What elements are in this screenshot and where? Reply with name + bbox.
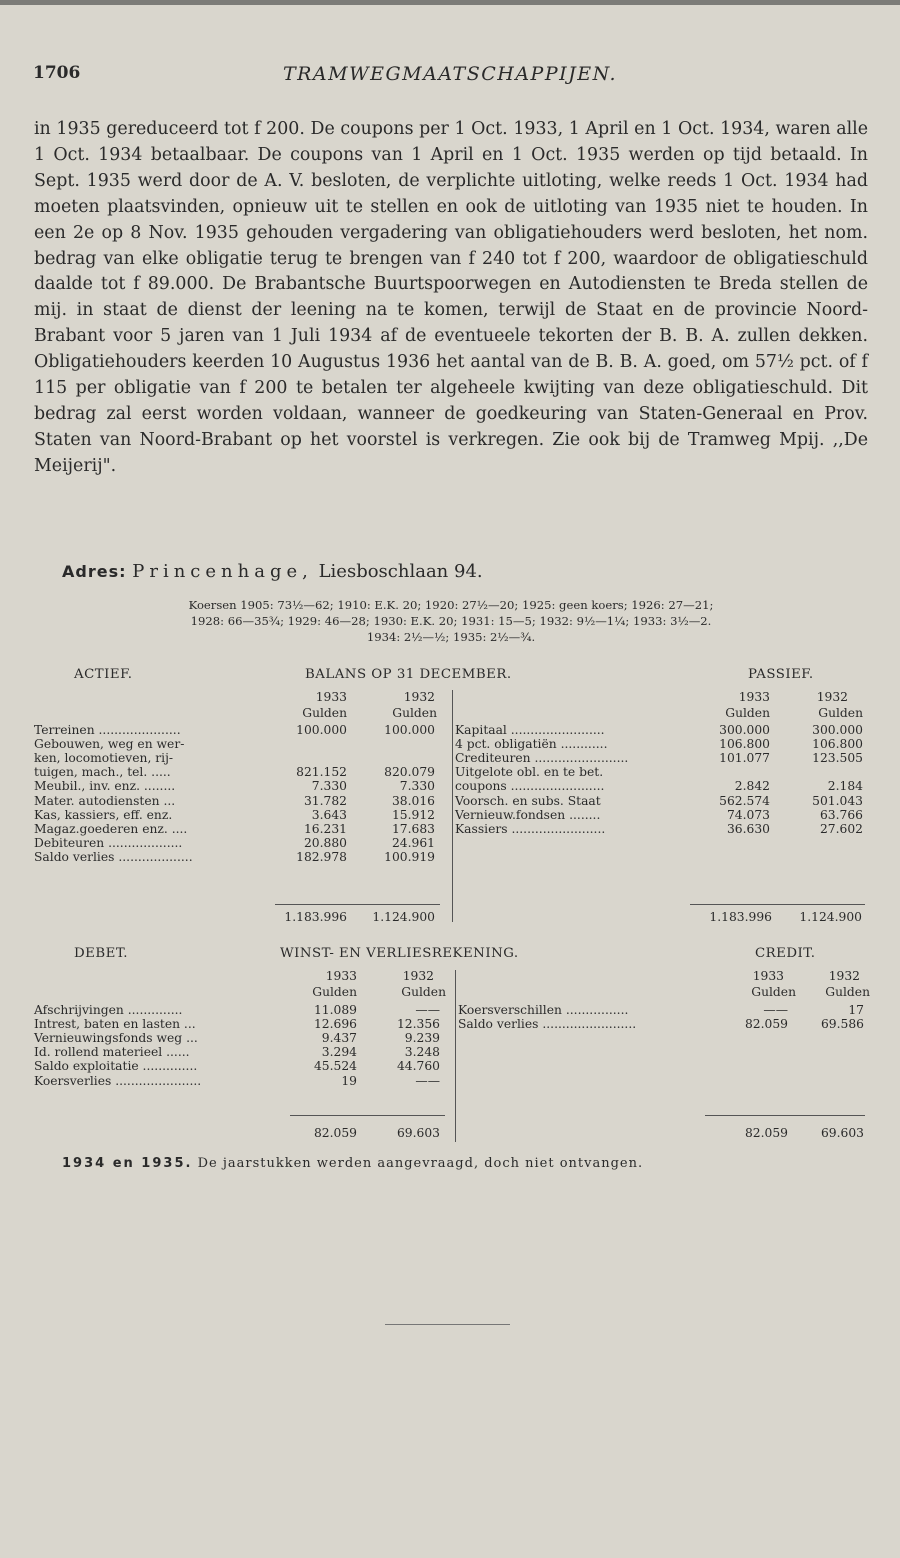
unit-header: Gulden <box>725 706 770 720</box>
koersen-line: 1934: 2½—½; 1935: 2½—¾. <box>366 630 536 644</box>
row-label: Afschrijvingen .............. <box>34 1003 183 1017</box>
winst-divider <box>455 970 456 1142</box>
debet-totals <box>275 1127 450 1141</box>
row-value-1933: 31.782 <box>303 793 347 808</box>
unit-header: Gulden <box>751 985 796 999</box>
page-number: 1706 <box>33 63 81 83</box>
credit-heading: CREDIT. <box>755 946 816 961</box>
total-value: 82.059 <box>313 1126 357 1140</box>
row-value-1933: 19 <box>341 1073 357 1088</box>
row-value-1933: 36.630 <box>726 821 770 836</box>
row-value-1932: 2.184 <box>827 779 863 794</box>
row-value-1932: 123.505 <box>812 751 863 766</box>
unit-header: Gulden <box>312 985 357 999</box>
row-value-1932: 69.586 <box>820 1017 864 1032</box>
row-value-1932: 820.079 <box>384 765 435 780</box>
row-label: Uitgelote obl. en te bet. <box>455 765 604 780</box>
row-label: Intrest, baten en lasten ... <box>34 1017 196 1032</box>
row-value-1932: 15.912 <box>391 807 435 822</box>
row-label: Koersverlies ...................... <box>34 1073 202 1088</box>
debet-table <box>34 1004 449 1094</box>
year-header: 1933 <box>752 969 784 983</box>
row-label: Koersverschillen ................ <box>458 1003 629 1017</box>
row-value-1932: 44.760 <box>396 1059 440 1074</box>
row-value-1933: 11.089 <box>313 1003 357 1017</box>
year-header: 1933 <box>738 690 770 704</box>
row-value-1933: 106.800 <box>719 737 770 752</box>
row-value-1932: 7.330 <box>399 779 435 794</box>
balans-right-colheads <box>700 691 870 721</box>
total-value: 82.059 <box>744 1126 788 1140</box>
row-label: Gebouwen, weg en wer- <box>34 737 185 752</box>
credit-table <box>458 1004 870 1034</box>
address-street: Liesboschlaan 94. <box>318 561 483 582</box>
row-value-1933: 20.880 <box>303 835 347 850</box>
row-value-1933: 9.437 <box>321 1031 357 1046</box>
row-label: Terreinen ..................... <box>34 723 181 737</box>
row-value-1932: 300.000 <box>812 723 863 737</box>
passief-table <box>455 724 870 904</box>
row-label: Id. rollend materieel ...... <box>34 1045 190 1060</box>
row-value-1932: 12.356 <box>396 1017 440 1032</box>
row-value-1933: 100.000 <box>296 723 347 737</box>
year-header: 1933 <box>325 969 357 983</box>
row-value-1932: 17 <box>848 1003 864 1017</box>
row-value-1932: 106.800 <box>812 737 863 752</box>
passief-heading: PASSIEF. <box>748 667 814 682</box>
row-value-1932: 38.016 <box>391 793 435 808</box>
unit-header: Gulden <box>392 706 437 720</box>
balans-divider <box>452 690 453 922</box>
total-value: 1.124.900 <box>372 910 435 924</box>
actief-heading: ACTIEF. <box>74 667 133 682</box>
row-value-1933: 562.574 <box>719 793 770 808</box>
credit-totals <box>700 1127 870 1141</box>
total-rule <box>275 904 440 905</box>
row-label: 4 pct. obligatiën ............ <box>455 737 608 752</box>
koersen-block <box>34 597 868 645</box>
total-value: 69.603 <box>396 1126 440 1140</box>
row-value-1933: 12.696 <box>313 1017 357 1032</box>
row-value-1933: 16.231 <box>303 821 347 836</box>
row-label: ken, locomotieven, rij- <box>34 751 174 766</box>
row-label: Magaz.goederen enz. .... <box>34 821 188 836</box>
winst-right-colheads <box>700 970 870 1000</box>
row-label: Vernieuw.fondsen ........ <box>455 807 601 822</box>
row-label: coupons ........................ <box>455 779 605 794</box>
row-value-1932: 63.766 <box>819 807 863 822</box>
year-header: 1932 <box>402 969 434 983</box>
total-value: 1.183.996 <box>284 910 347 924</box>
debet-heading: DEBET. <box>74 946 128 961</box>
row-value-1933: 74.073 <box>726 807 770 822</box>
row-label: Debiteuren ................... <box>34 835 183 850</box>
address-label: Adres: <box>62 562 127 581</box>
top-border <box>0 0 900 5</box>
row-label: Kassiers ........................ <box>455 821 606 836</box>
row-value-1932: —— <box>415 1073 440 1088</box>
passief-totals <box>700 911 870 925</box>
balans-title: BALANS OP 31 DECEMBER. <box>305 667 512 682</box>
winst-left-colheads <box>275 970 450 1000</box>
year-header: 1932 <box>828 969 860 983</box>
row-label: Kapitaal ........................ <box>455 723 605 737</box>
row-value-1933: 2.842 <box>734 779 770 794</box>
total-rule <box>705 1115 865 1116</box>
row-value-1933: 3.643 <box>311 807 347 822</box>
row-value-1933: 821.152 <box>296 765 347 780</box>
row-label: Voorsch. en subs. Staat <box>455 793 601 808</box>
total-value: 1.183.996 <box>709 910 772 924</box>
row-value-1933: 82.059 <box>744 1017 788 1032</box>
row-value-1932: 3.248 <box>404 1045 440 1060</box>
total-value: 1.124.900 <box>799 910 862 924</box>
row-value-1933: 3.294 <box>321 1045 357 1060</box>
balans-left-colheads <box>275 691 450 721</box>
footer-text: De jaarstukken werden aangevraagd, doch niet ontvangen. <box>197 1156 644 1171</box>
actief-table <box>34 724 446 904</box>
koersen-line: Koersen 1905: 73½—62; 1910: E.K. 20; 1920: 27½—20; 1925: geen koers; 1926: 27—21; <box>188 598 714 612</box>
bottom-rule <box>385 1324 510 1325</box>
row-value-1932: 9.239 <box>404 1031 440 1046</box>
unit-header: Gulden <box>818 706 863 720</box>
total-rule <box>290 1115 445 1116</box>
row-label: Crediteuren ........................ <box>455 751 629 766</box>
row-value-1932: 501.043 <box>812 793 863 808</box>
row-value-1933: 101.077 <box>719 751 770 766</box>
row-value-1933: —— <box>763 1003 788 1017</box>
row-label: Kas, kassiers, eff. enz. <box>34 807 173 822</box>
year-header: 1932 <box>403 690 435 704</box>
row-value-1932: —— <box>415 1003 440 1017</box>
row-label: Saldo exploitatie .............. <box>34 1059 198 1074</box>
unit-header: Gulden <box>401 985 446 999</box>
footer-years: 1934 en 1935. <box>62 1156 193 1171</box>
row-value-1933: 45.524 <box>313 1059 357 1074</box>
row-label: Meubil., inv. enz. ........ <box>34 779 176 794</box>
row-value-1932: 100.919 <box>384 849 435 864</box>
year-header: 1933 <box>315 690 347 704</box>
footer-note <box>62 1156 643 1171</box>
address-line <box>62 561 483 582</box>
running-title: TRAMWEGMAATSCHAPPIJEN. <box>282 63 618 85</box>
total-rule <box>690 904 865 905</box>
row-value-1933: 182.978 <box>296 849 347 864</box>
unit-header: Gulden <box>302 706 347 720</box>
row-label: tuigen, mach., tel. ..... <box>34 765 171 780</box>
actief-totals <box>275 911 445 925</box>
row-label: Mater. autodiensten ... <box>34 793 176 808</box>
koersen-line: 1928: 66—35¾; 1929: 46—28; 1930: E.K. 20; 1931: 15—5; 1932: 9½—1¼; 1933: 3½—2. <box>190 614 712 628</box>
address-city: Princenhage, <box>132 561 313 582</box>
row-value-1932: 17.683 <box>391 821 435 836</box>
row-value-1932: 27.602 <box>819 821 863 836</box>
row-value-1933: 7.330 <box>311 779 347 794</box>
row-label: Saldo verlies ........................ <box>458 1017 637 1032</box>
total-value: 69.603 <box>820 1126 864 1140</box>
unit-header: Gulden <box>825 985 870 999</box>
row-label: Vernieuwingsfonds weg ... <box>34 1031 198 1046</box>
page-header <box>33 63 867 91</box>
row-value-1932: 100.000 <box>384 723 435 737</box>
body-paragraph: in 1935 gereduceerd tot f 200. De coupons per 1 Oct. 1933, 1 April en 1 Oct. 1934, waren alle 1 Oct. 1934 betaalbaar. De coupons van 1 April en 1 Oct. 1935 werden op tijd betaald. In Sept. 1935 werd door de A. V. besloten, de verplichte uitloting, welke reeds 1 Oct. 1934 had moeten plaatsvinden, opnieuw uit te stellen en ook de uitloting van 1935 niet te houden. In een 2e op 8 Nov. 1935 gehouden vergadering van obligatiehouders werd besloten, het nom. bedrag van elke obligatie terug te brengen van f 240 tot f 200, waardoor de obligatieschuld daalde tot f 89.000. De Brabantsche Buurtspoorwegen en Autodiensten te Breda stellen de mij. in staat de dienst der leening na te komen, terwijl de Staat en de provincie Noord-Brabant voor 5 jaren van 1 Juli 1934 af de eventueele tekorten der B. B. A. zullen dekken. Obligatiehouders keerden 10 Augustus 1936 het aantal van de B. B. A. goed, om 57½ pct. of f 115 per obligatie van f 200 te betalen ter algeheele kwijting van deze obligatieschuld. Dit bedrag zal eerst worden voldaan, wanneer de goedkeuring van Staten-Generaal en Prov. Staten van Noord-Brabant op het voorstel is verkregen. Zie ook bij de Tramweg Mpij. ,,De Meijerij". <box>34 119 868 476</box>
row-value-1932: 24.961 <box>391 835 435 850</box>
year-header: 1932 <box>816 690 848 704</box>
row-label: Saldo verlies ................... <box>34 849 193 864</box>
winst-title: WINST- EN VERLIESREKENING. <box>280 946 519 961</box>
row-value-1933: 300.000 <box>719 723 770 737</box>
